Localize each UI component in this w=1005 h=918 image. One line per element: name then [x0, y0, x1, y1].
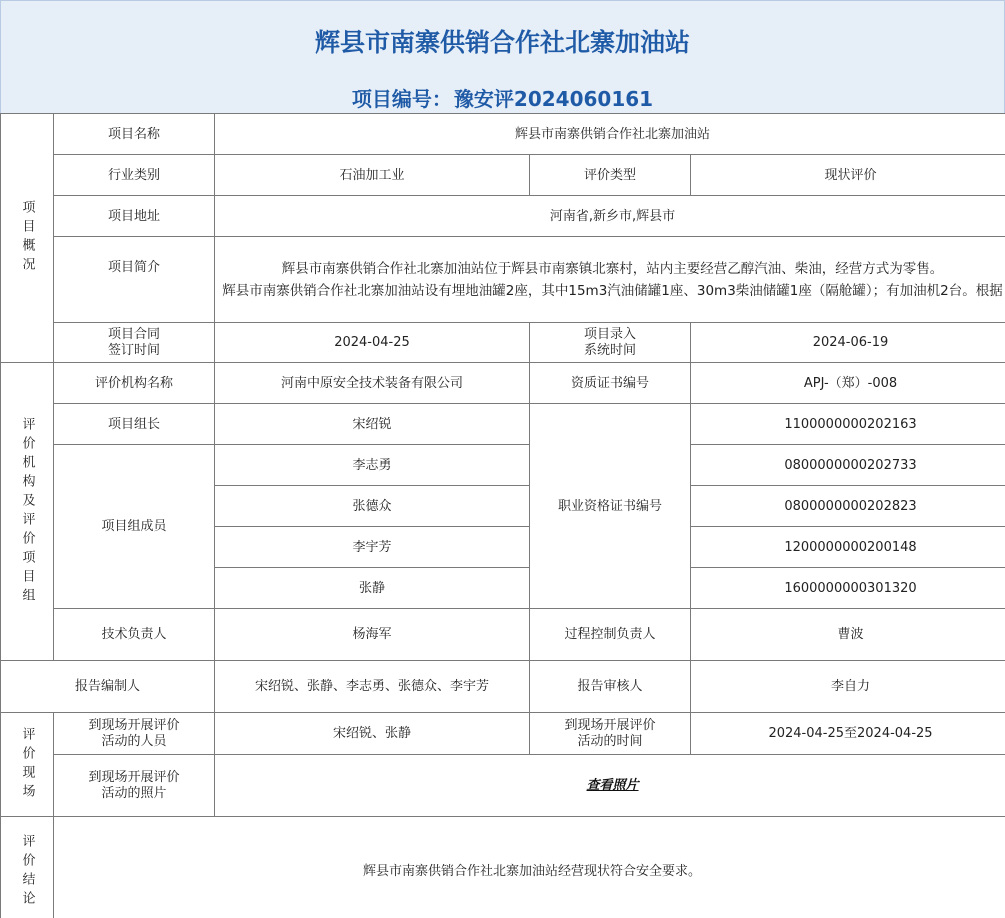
- site-time-label-2: 活动的时间: [577, 733, 643, 749]
- project-info-table: [0, 113, 1005, 918]
- row-intro: [1, 237, 1005, 323]
- person-name: 张德众: [215, 486, 530, 527]
- person-name: 宋绍锐: [215, 404, 530, 445]
- row-member: [1, 445, 1005, 486]
- row-leader: [1, 404, 1005, 445]
- row-agency: [1, 363, 1005, 404]
- intro-label: 项目简介: [54, 237, 215, 323]
- person-name: 张静: [215, 568, 530, 609]
- entry-time-value: 2024-06-19: [691, 323, 1005, 363]
- entry-time-label-1: 项目录入: [583, 326, 636, 342]
- process-value: 曹波: [691, 609, 1005, 661]
- eval-type-label: 评价类型: [530, 155, 691, 196]
- conclusion-text: 辉县市南寨供销合作社北寨加油站经营现状符合安全要求。: [54, 817, 1005, 918]
- header-banner: [0, 0, 1005, 114]
- site-photo-label-2: 活动的照片: [101, 785, 167, 801]
- person-cert: 1100000000202163: [691, 404, 1005, 445]
- leader-label: 项目组长: [54, 404, 215, 445]
- agency-label: 评价机构名称: [54, 363, 215, 404]
- site-people-label-2: 活动的人员: [101, 733, 167, 749]
- entry-time-label-2: 系统时间: [583, 342, 636, 358]
- cert-label: 资质证书编号: [530, 363, 691, 404]
- section-org: 评价机构及评价项目组: [1, 363, 54, 661]
- section-overview: 项目概况: [1, 114, 54, 363]
- report-author-label: 报告编制人: [1, 661, 215, 713]
- intro-line-2: 辉县市南寨供销合作社北寨加油站设有埋地油罐2座，其中15m3汽油储罐1座、30m3柴油储罐1座（隔舱罐）；有加油机2台。根据: [222, 282, 1003, 299]
- person-cert: 0800000000202823: [691, 486, 1005, 527]
- site-photo-cell: [215, 755, 1005, 817]
- person-name: 李志勇: [215, 445, 530, 486]
- row-industry: [1, 155, 1005, 196]
- site-people-value: 宋绍锐、张静: [215, 713, 530, 755]
- report-reviewer-value: 李自力: [691, 661, 1005, 713]
- agency-value: 河南中原安全技术装备有限公司: [215, 363, 530, 404]
- site-photo-label: [54, 755, 215, 817]
- tech-value: 杨海军: [215, 609, 530, 661]
- person-name: 李宇芳: [215, 527, 530, 568]
- address-value: 河南省,新乡市,辉县市: [215, 196, 1005, 237]
- industry-value: 石油加工业: [215, 155, 530, 196]
- row-dates: [1, 323, 1005, 363]
- site-people-label: [54, 713, 215, 755]
- site-people-label-1: 到现场开展评价: [88, 717, 180, 733]
- row-project-name: [1, 114, 1005, 155]
- contract-time-label-2: 签订时间: [107, 342, 160, 358]
- report-reviewer-label: 报告审核人: [530, 661, 691, 713]
- contract-time-value: 2024-04-25: [215, 323, 530, 363]
- person-cert: 0800000000202733: [691, 445, 1005, 486]
- intro-value: [215, 237, 1005, 323]
- site-photo-label-1: 到现场开展评价: [88, 769, 180, 785]
- section-conclusion: 评价结论: [1, 817, 54, 918]
- tech-label: 技术负责人: [54, 609, 215, 661]
- intro-line-1: 辉县市南寨供销合作社北寨加油站位于辉县市南寨镇北寨村，站内主要经营乙醇汽油、柴油，经营方式为零售。: [281, 260, 944, 277]
- contract-time-label: [54, 323, 215, 363]
- project-number: [1, 83, 1004, 112]
- site-time-label-1: 到现场开展评价: [564, 717, 656, 733]
- person-cert: 1200000000200148: [691, 527, 1005, 568]
- row-address: [1, 196, 1005, 237]
- project-name-label: 项目名称: [54, 114, 215, 155]
- project-number-value: 豫安评2024060161: [453, 87, 654, 111]
- section-site: 评价现场: [1, 713, 54, 817]
- industry-label: 行业类别: [54, 155, 215, 196]
- row-conclusion: [1, 817, 1005, 918]
- site-time-label: [530, 713, 691, 755]
- process-label: 过程控制负责人: [530, 609, 691, 661]
- contract-time-label-1: 项目合同: [107, 326, 160, 342]
- page-title: 辉县市南寨供销合作社北寨加油站: [314, 28, 690, 57]
- site-time-value: 2024-04-25至2024-04-25: [691, 713, 1005, 755]
- view-photos-link[interactable]: 查看照片: [586, 778, 639, 793]
- eval-type-value: 现状评价: [691, 155, 1005, 196]
- cert-value: APJ-（郑）-008: [691, 363, 1005, 404]
- row-site-photo: [1, 755, 1005, 817]
- row-site-people: [1, 713, 1005, 755]
- project-number-label: 项目编号：: [351, 87, 452, 111]
- row-tech: [1, 609, 1005, 661]
- row-report: [1, 661, 1005, 713]
- address-label: 项目地址: [54, 196, 215, 237]
- prof-cert-label: 职业资格证书编号: [530, 404, 691, 609]
- entry-time-label: [530, 323, 691, 363]
- report-author-value: 宋绍锐、张静、李志勇、张德众、李宇芳: [215, 661, 530, 713]
- person-cert: 1600000000301320: [691, 568, 1005, 609]
- members-label: 项目组成员: [54, 445, 215, 609]
- project-name-value: 辉县市南寨供销合作社北寨加油站: [215, 114, 1005, 155]
